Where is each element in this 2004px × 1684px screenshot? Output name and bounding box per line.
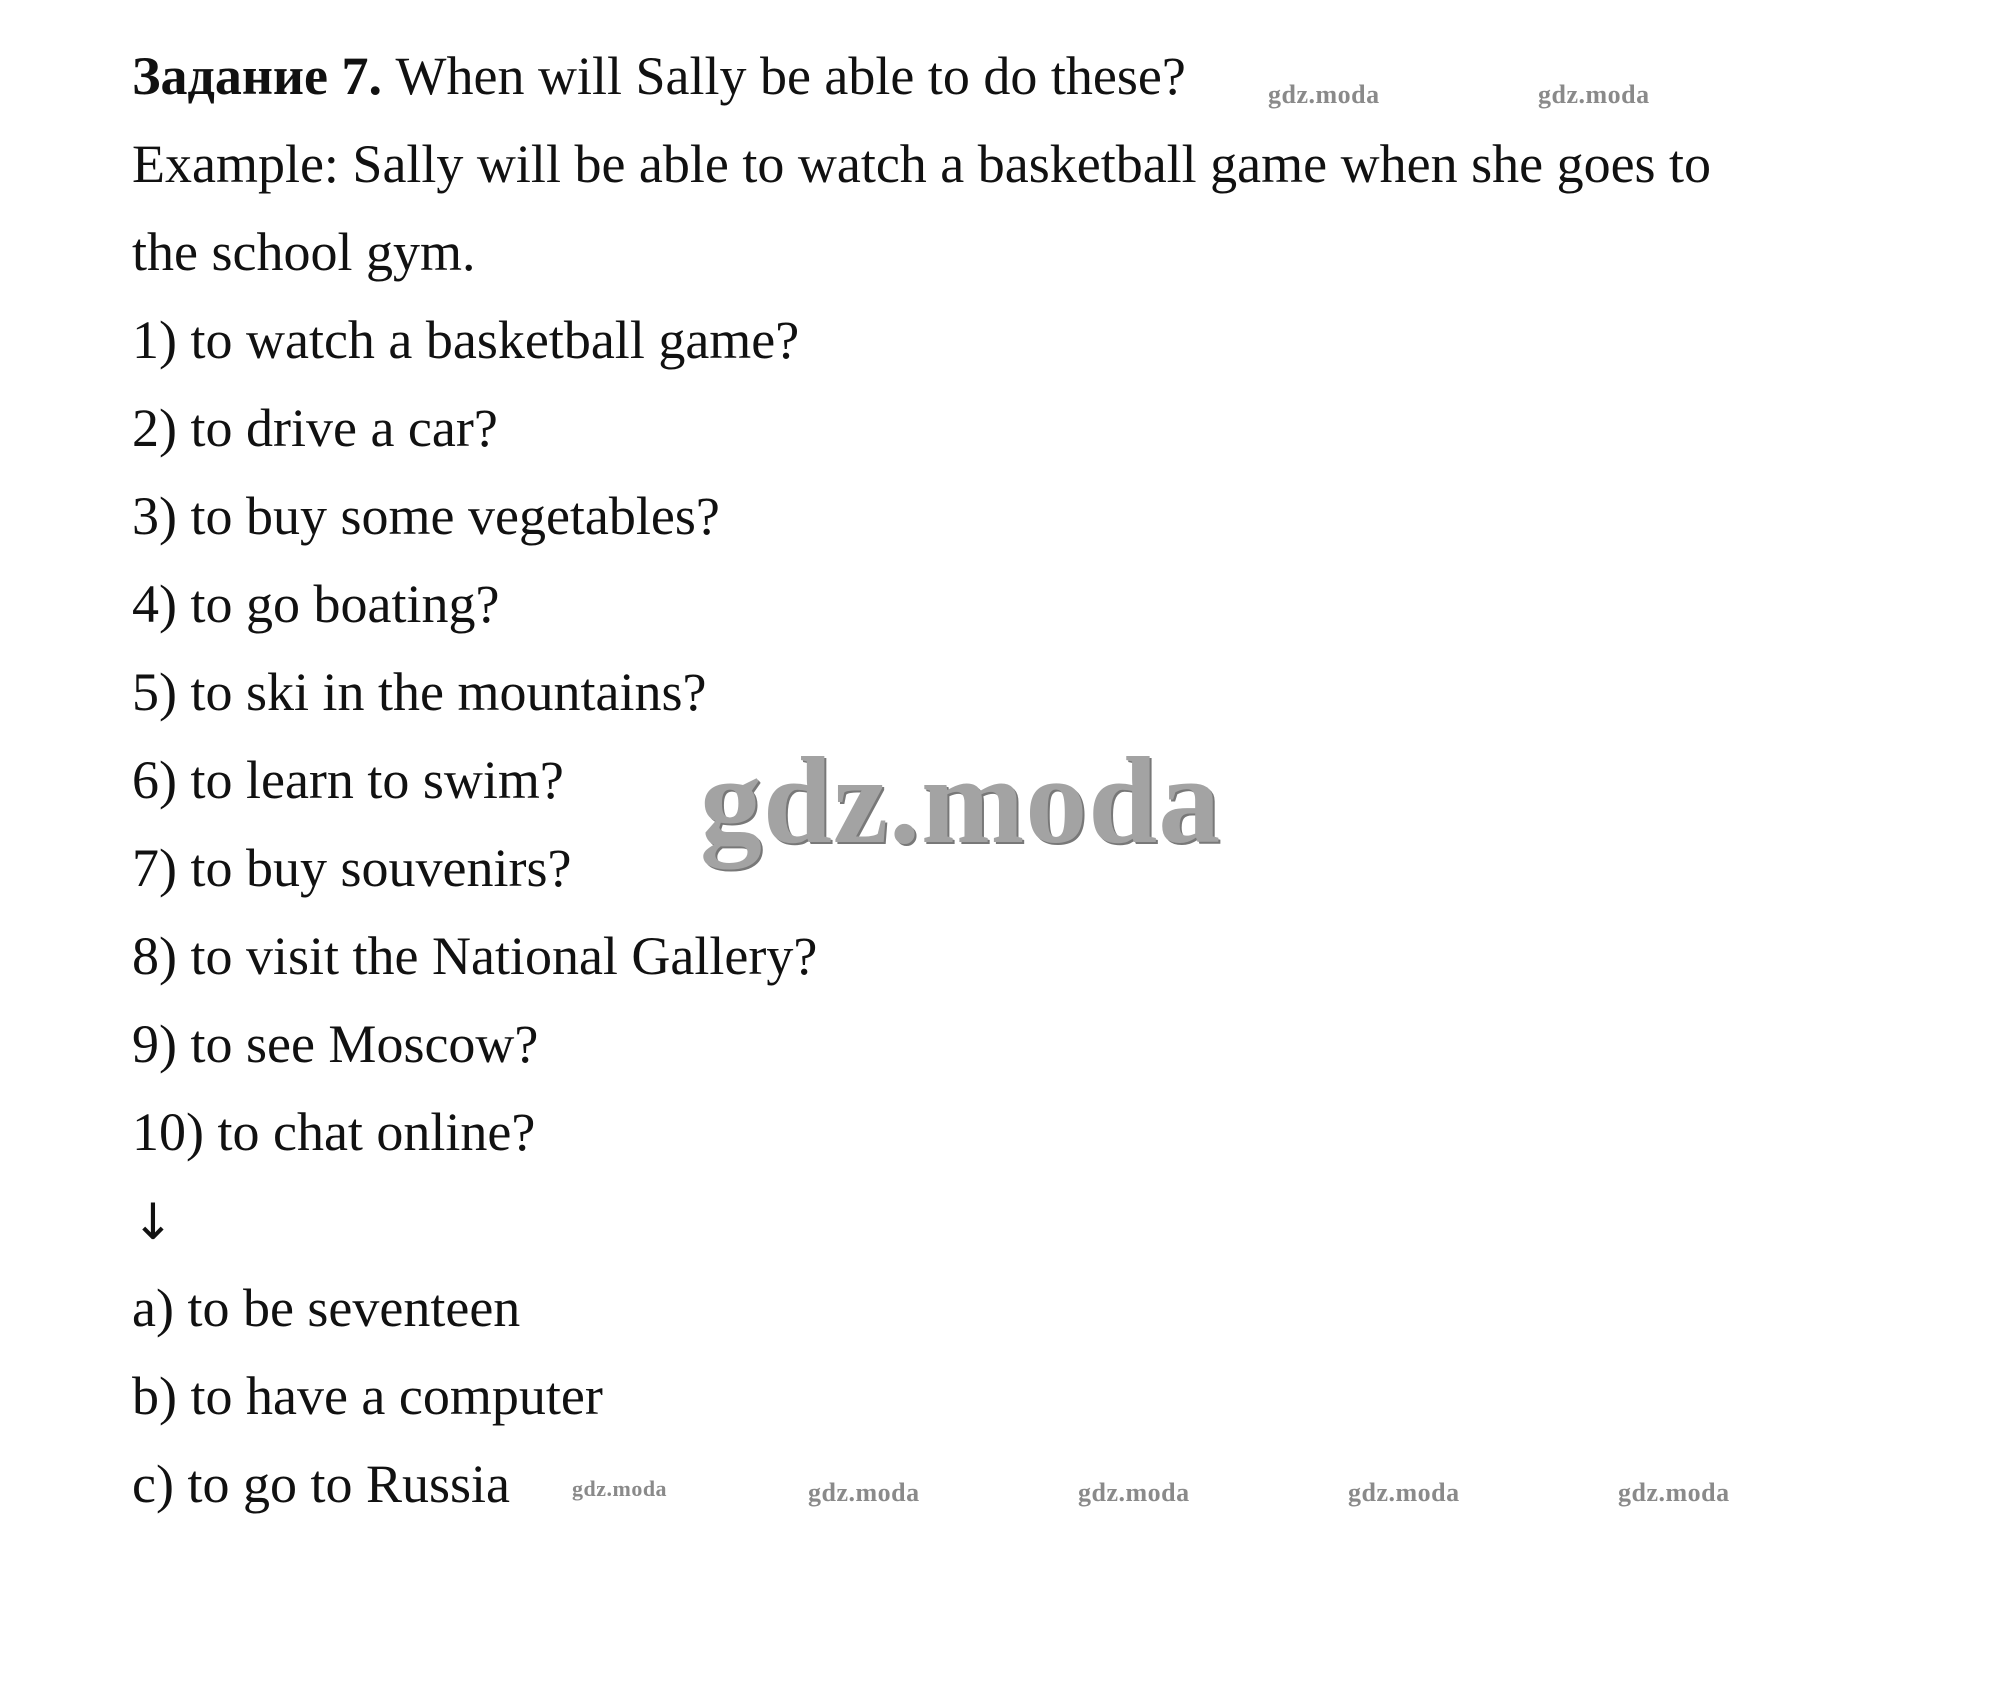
watermark: gdz.moda: [572, 1476, 668, 1501]
watermark: gdz.moda: [1078, 1478, 1190, 1507]
task-label: Задание 7.: [132, 46, 383, 106]
list-item: 4) to go boating?: [132, 574, 500, 634]
example-line-1: Example: Sally will be able to watch a basketball game when she goes to: [132, 134, 1712, 194]
list-item: 10) to chat online?: [132, 1102, 536, 1162]
list-item: 9) to see Moscow?: [132, 1014, 539, 1074]
list-item: 8) to visit the National Gallery?: [132, 926, 818, 986]
down-arrow-icon: ↓: [132, 1193, 174, 1251]
watermark-large: gdz.moda: [700, 732, 1222, 869]
example-line-2: the school gym.: [132, 222, 476, 282]
watermark: gdz.moda: [1268, 80, 1380, 109]
task-question: When will Sally be able to do these?: [382, 46, 1186, 106]
list-item: 6) to learn to swim?: [132, 750, 564, 810]
watermark: gdz.moda: [1618, 1478, 1730, 1507]
option-item: a) to be seventeen: [132, 1278, 521, 1338]
option-item: b) to have a computer: [132, 1366, 603, 1426]
option-item: c) to go to Russia: [132, 1454, 510, 1514]
list-item: 7) to buy souvenirs?: [132, 838, 572, 898]
watermark: gdz.moda: [1538, 80, 1650, 109]
task-heading: [132, 46, 1186, 106]
list-item: 5) to ski in the mountains?: [132, 662, 707, 722]
watermark: gdz.moda: [808, 1478, 920, 1507]
list-item: 2) to drive a car?: [132, 398, 498, 458]
list-item: 3) to buy some vegetables?: [132, 486, 720, 546]
watermark: gdz.moda: [1348, 1478, 1460, 1507]
list-item: 1) to watch a basketball game?: [132, 310, 800, 370]
